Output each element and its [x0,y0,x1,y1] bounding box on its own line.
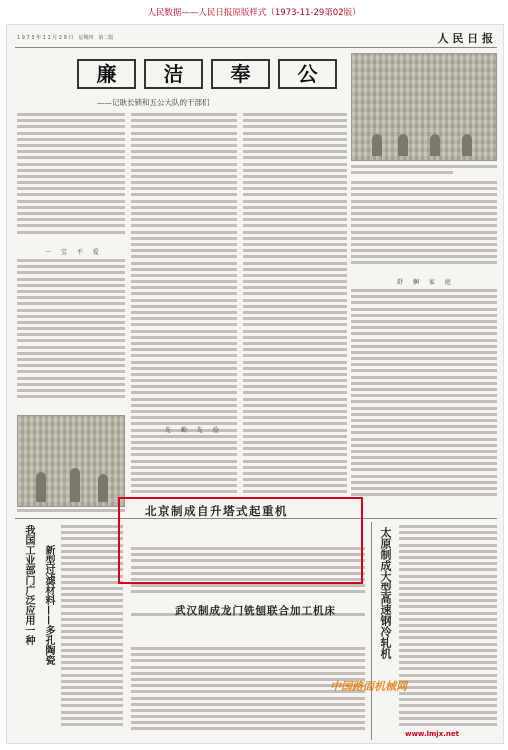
lead-text-col-2 [131,113,237,513]
left-column-headline: 我国工业部门广泛应用一种 [23,525,34,645]
middle-bottom-headline: 武汉制成龙门铣刨联合加工机床 [175,605,336,617]
lead-text-col-4 [351,181,497,271]
lead-text-col-4b [351,289,497,513]
caption-left [17,509,125,517]
window-title: 人民数据——人民日报原版样式（1973-11-29第02版） [147,8,361,18]
highlighted-article-headline: 北京制成自升塔式起重机 [145,504,288,518]
lead-headline-char: 奉 [211,59,270,89]
lead-headline-box [77,59,337,89]
caption-top-right [351,165,497,175]
lead-text-col-3 [243,113,347,513]
section-head: 一 宝 不 爱 [45,249,103,256]
newspaper-logo: 人 民 日 报 [437,32,493,45]
issue-meta: 1 9 7 3 年 1 1 月 2 9 日 星期四 第二版 [17,35,114,41]
watermark-url: www.lmjx.net [405,730,459,738]
lead-subtitle: ——记耿长锁和五公大队的干部们 [97,98,210,107]
title-bar [0,0,508,22]
section-head: 先 勤 先 俭 [165,427,223,434]
lead-text-col-1b [17,259,125,409]
masthead [17,30,497,46]
left-column-text [61,525,123,739]
vertical-divider [371,522,372,740]
right-column-text [399,525,497,739]
section-head: 舒 捆 家 庭 [397,279,455,286]
photo-left [17,415,125,507]
right-column-headline: 太原制成大型高速钢冷轧机 [379,527,392,659]
left-column-subheadline: 新型过滤材料——多孔陶瓷 [43,545,54,665]
watermark-brand: 中国路面机械网 [330,680,407,693]
lead-headline-char: 洁 [144,59,203,89]
newspaper-page [6,24,504,744]
lead-headline [77,53,377,93]
lead-headline-char: 公 [278,59,337,89]
lead-text-col-1 [17,113,125,243]
masthead-divider [15,47,497,48]
photo-top-right [351,53,497,161]
lead-headline-char: 廉 [77,59,136,89]
